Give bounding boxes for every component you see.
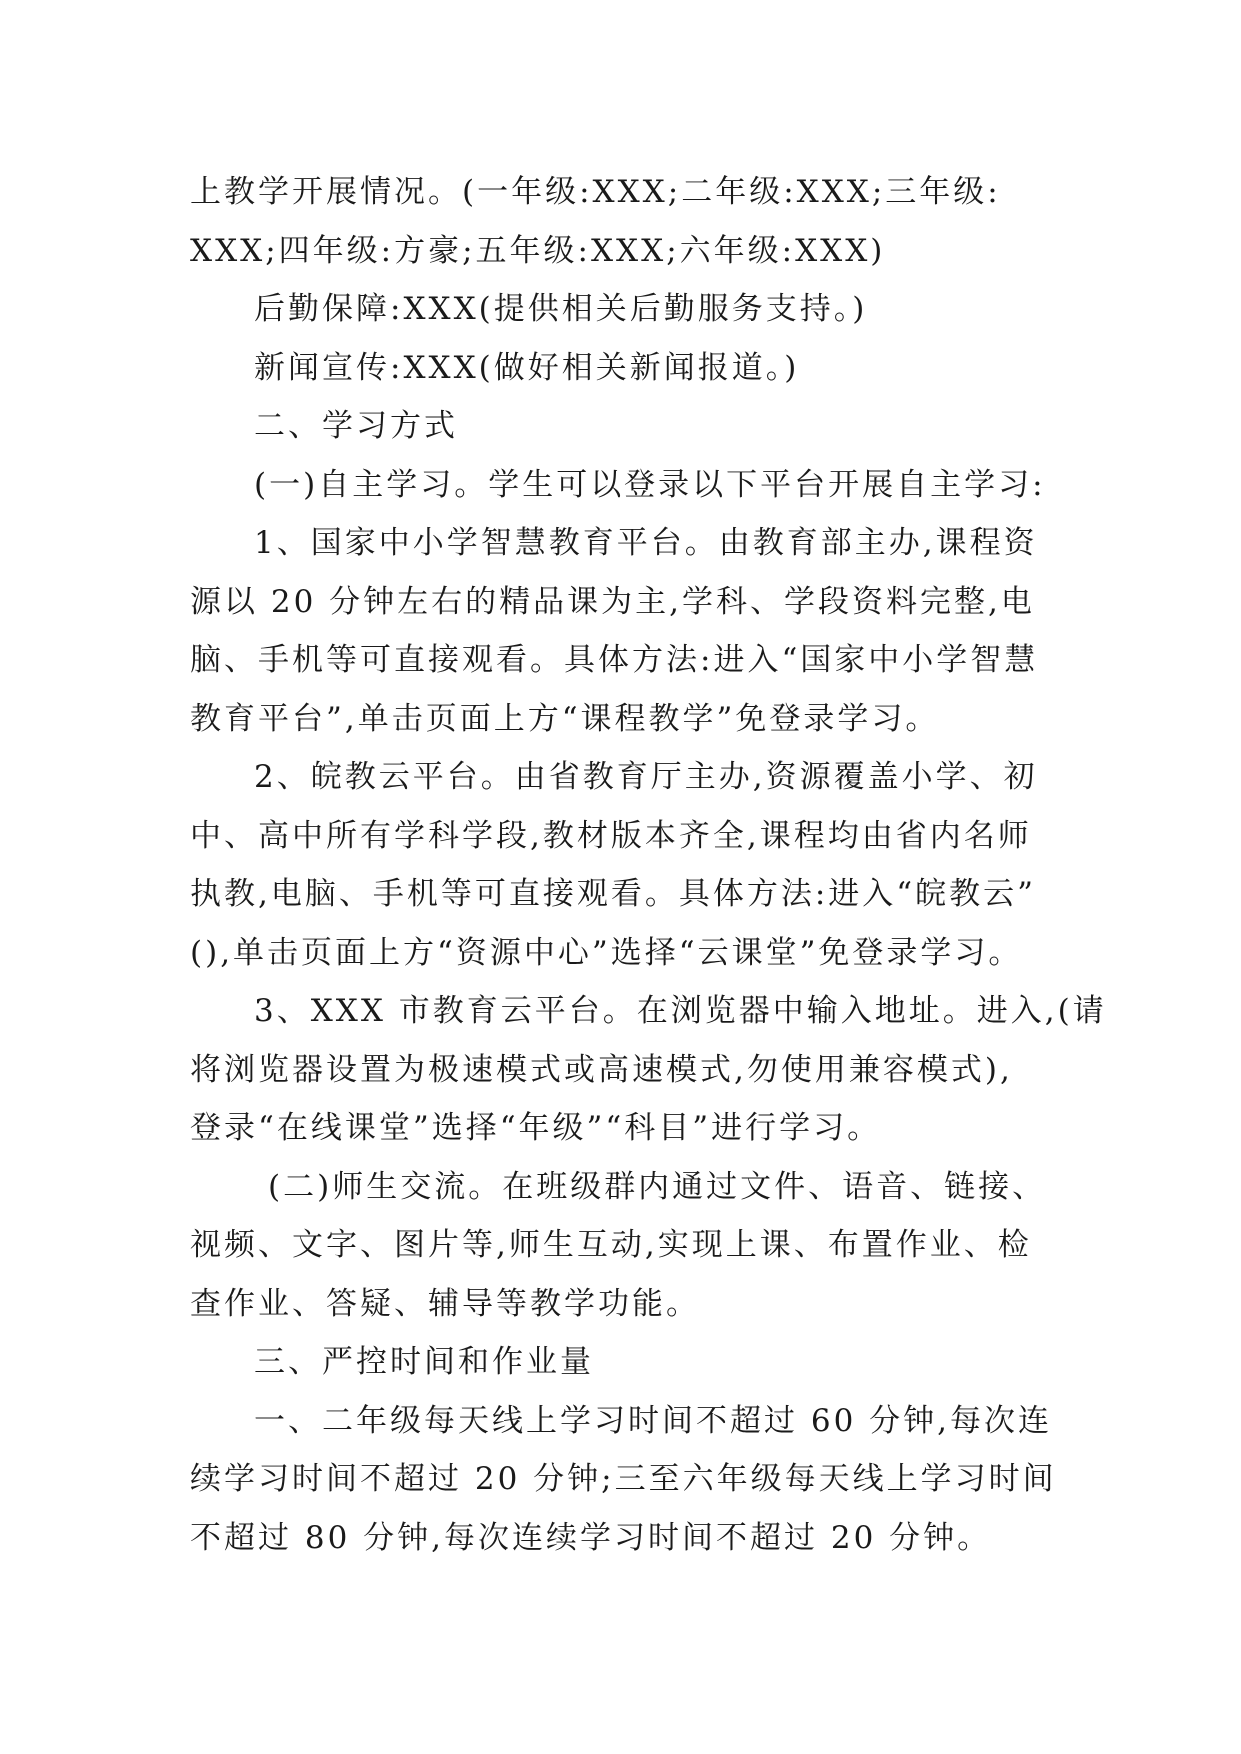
text-line: 教育平台”,单击页面上方“课程教学”免登录学习。 <box>190 700 940 737</box>
text-line: 一、二年级每天线上学习时间不超过 60 分钟,每次连 <box>254 1402 1053 1439</box>
text-line: 中、高中所有学科学段,教材版本齐全,课程均由省内名师 <box>190 817 1032 854</box>
subsection-heading: (二)师生交流。在班级群内通过文件、语音、链接、 <box>268 1168 1047 1205</box>
text-line: 不超过 80 分钟,每次连续学习时间不超过 20 分钟。 <box>190 1519 992 1556</box>
document-body <box>190 163 1107 1567</box>
text-line: 执教,电脑、手机等可直接观看。具体方法:进入“皖教云” <box>190 876 1036 912</box>
text-line: 2、皖教云平台。由省教育厅主办,资源覆盖小学、初 <box>254 759 1038 795</box>
text-line: 源以 20 分钟左右的精品课为主,学科、学段资料完整,电 <box>190 583 1035 620</box>
text-line: 视频、文字、图片等,师生互动,实现上课、布置作业、检 <box>190 1227 1032 1263</box>
section-heading: 二、学习方式 <box>254 408 458 444</box>
text-line: 登录“在线课堂”选择“年级”“科目”进行学习。 <box>190 1110 882 1146</box>
text-line: 续学习时间不超过 20 分钟;三至六年级每天线上学习时间 <box>190 1461 1057 1497</box>
text-line: (),单击页面上方“资源中心”选择“云课堂”免登录学习。 <box>190 934 1023 971</box>
text-line: 上教学开展情况。(一年级:XXX;二年级:XXX;三年级: <box>190 174 1001 210</box>
paragraph-logistics: 后勤保障:XXX(提供相关后勤服务支持。) <box>254 291 868 327</box>
text-line: 脑、手机等可直接观看。具体方法:进入“国家中小学智慧 <box>190 642 1039 678</box>
text-line: 将浏览器设置为极速模式或高速模式,勿使用兼容模式), <box>190 1051 1013 1088</box>
subsection-heading: (一)自主学习。学生可以登录以下平台开展自主学习: <box>254 466 1046 503</box>
paragraph-news: 新闻宣传:XXX(做好相关新闻报道。) <box>254 349 800 386</box>
text-line: XXX;四年级:方豪;五年级:XXX;六年级:XXX) <box>190 232 886 269</box>
text-line: 1、国家中小学智慧教育平台。由教育部主办,课程资 <box>254 525 1038 561</box>
text-line: 查作业、答疑、辅导等教学功能。 <box>190 1285 700 1322</box>
text-line: 3、XXX 市教育云平台。在浏览器中输入地址。进入,(请 <box>254 993 1107 1029</box>
section-heading: 三、严控时间和作业量 <box>254 1344 594 1380</box>
